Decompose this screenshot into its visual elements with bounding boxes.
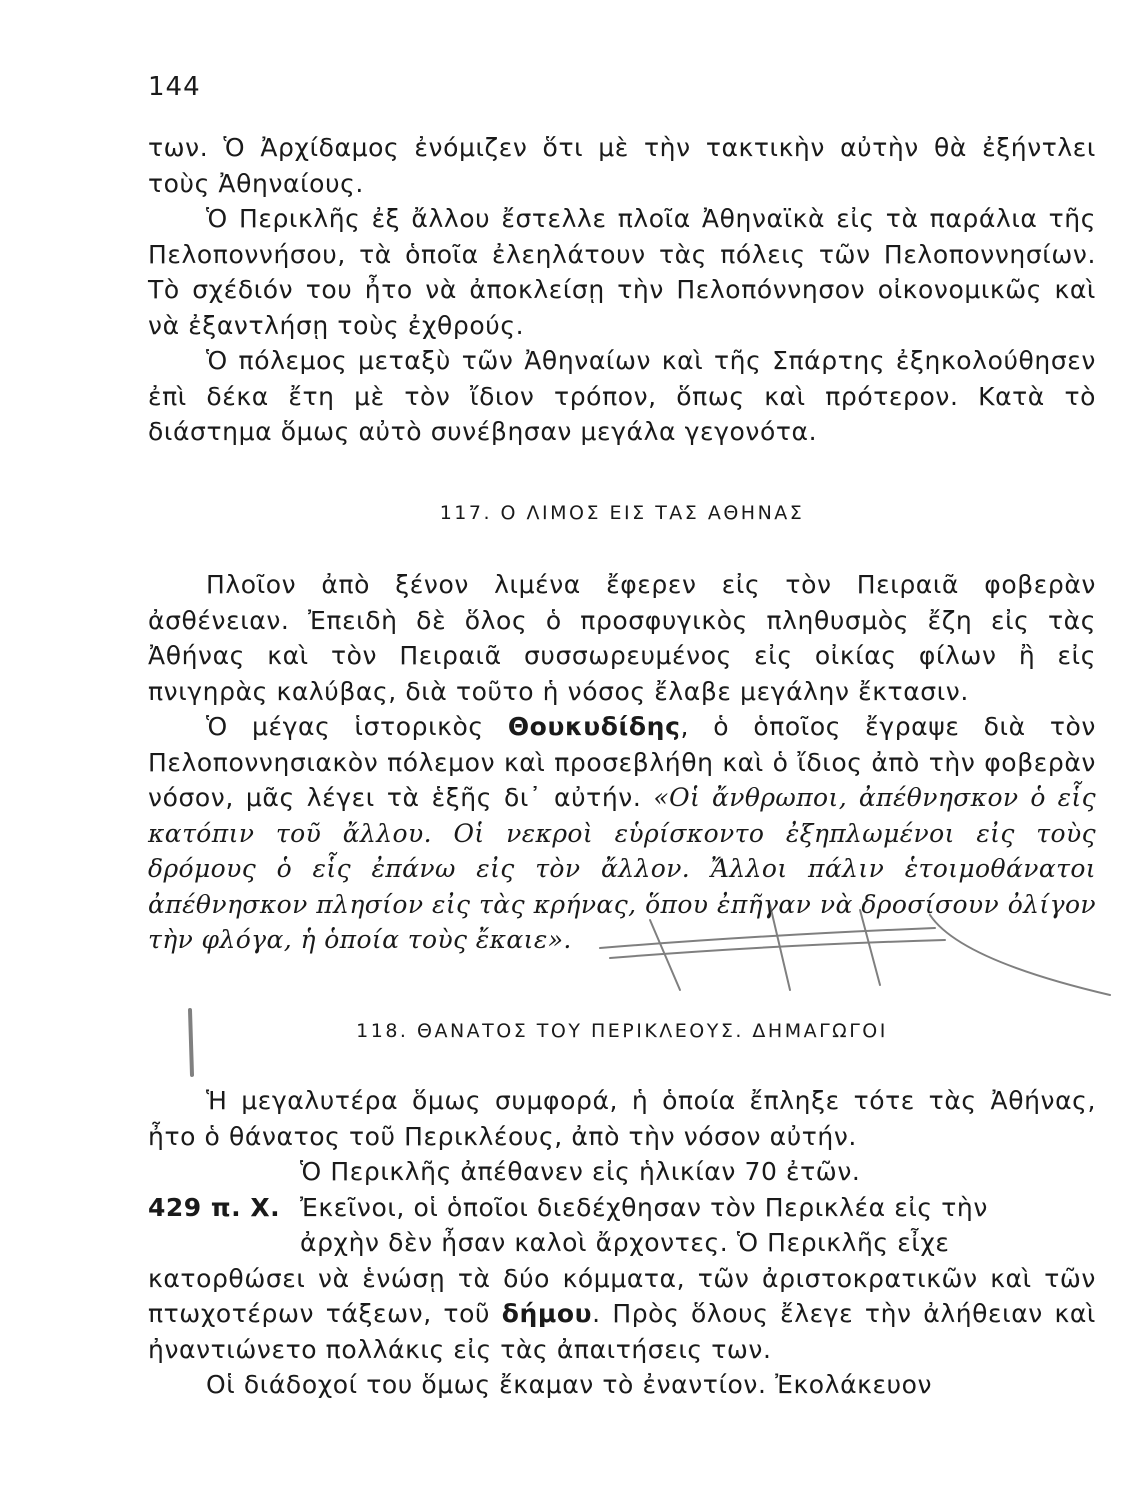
page-number: 144	[148, 72, 201, 102]
margin-note-row	[148, 1190, 1096, 1226]
thucydides-intro-text: Ὁ μέγας ἱστορικὸς	[206, 712, 508, 741]
paragraph-war-continues: Ὁ πόλεμος μεταξὺ τῶν Ἀθηναίων καὶ τῆς Σπάρτης ἐξηκολούθησεν ἐπὶ δέκα ἔτη μὲ τὸν ἴδιον τρόπον, ὅπως καὶ πρότερον. Κατὰ τὸ διάστημα ὅμως αὐτὸ συνέβησαν μεγάλα γεγονότα.	[148, 346, 1096, 446]
thucydides-name: Θουκυδίδης	[507, 712, 681, 741]
paragraph-intro: των. Ὁ Ἀρχίδαμος ἐνόμιζεν ὅτι μὲ τὴν τακτικὴν αὐτὴν θὰ ἐξήντλει τοὺς Ἀθηναίους.	[148, 133, 1096, 198]
paragraph-thucydides	[148, 709, 1096, 958]
thucydides-quote: «Οἱ ἄνθρωποι, ἀπέθνησκον ὁ εἷς κατόπιν τοῦ ἄλλου. Οἱ νεκροὶ εὑρίσκοντο ἐξηπλωμένοι εἰς τοὺς δρόμους ὁ εἷς ἐπάνω εἰς τὸν ἄλλον. Ἄλλοι πάλιν ἑτοιμοθάνατοι ἀπέθνησκον πλησίον εἰς τὰς κρήνας, ὅπου ἐπῆγαν νὰ δροσίσουν ὀλίγον τὴν φλόγα, ἡ ὁποία τοὺς ἔκαιε».	[148, 783, 1097, 954]
demos-word: δήμου	[501, 1299, 593, 1328]
margin-date: 429 π. Χ.	[148, 1192, 281, 1222]
paragraph-pericles-ships: Ὁ Περικλῆς ἐξ ἄλλου ἔστελλε πλοῖα Ἀθηναϊκὰ εἰς τὰ παράλια τῆς Πελοποννήσου, τὰ ὁποῖα ἐλεηλάτουν τὰς πόλεις τῶν Πελοποννησίων. Τὸ σχέδιόν του ἦτο νὰ ἀποκλείσῃ τὴν Πελοπόννησον οἰκονομικῶς καὶ νὰ ἐξαντλήσῃ τοὺς ἐχθρούς.	[148, 204, 1096, 340]
successors-rest-after: . Πρὸς ὅλους ἔλεγε τὴν ἀλήθειαν καὶ ἠναντιώνετο πολλάκις εἰς τὰς ἀπαιτήσεις των.	[148, 1299, 1096, 1364]
section-heading-118: 118. ΘΑΝΑΤΟΣ ΤΟΥ ΠΕΡΙΚΛΕΟΥΣ. ΔΗΜΑΓΩΓΟΙ	[356, 1019, 888, 1042]
paragraph-successors-rest	[148, 1261, 1096, 1368]
successors-line-1: Ἐκεῖνοι, οἱ ὁποῖοι διεδέχθησαν τὸν Περικλέα εἰς τὴν	[300, 1192, 988, 1222]
page-body	[148, 130, 1096, 1403]
paragraph-plague: Πλοῖον ἀπὸ ξένον λιμένα ἔφερεν εἰς τὸν Πειραιᾶ φοβερὰν ἀσθένειαν. Ἐπειδὴ δὲ ὅλος ὁ προσφυγικὸς πληθυσμὸς ἔζη εἰς τὰς Ἀθήνας καὶ τὸν Πειραιᾶ συσσωρευμένος εἰς οἰκίας φίλων ἢ εἰς πνιγηρὰς καλύβας, διὰ τοῦτο ἡ νόσος ἔλαβε μεγάλην ἔκτασιν.	[148, 570, 1096, 706]
paragraph-pericles-death: Ὁ Περικλῆς ἀπέθανεν εἰς ἡλικίαν 70 ἐτῶν.	[300, 1157, 861, 1186]
section-heading-117: 117. Ο ΛΙΜΟΣ ΕΙΣ ΤΑΣ ΑΘΗΝΑΣ	[439, 501, 805, 524]
paragraph-misfortune: Ἡ μεγαλυτέρα ὅμως συμφορά, ἡ ὁποία ἔπληξε τότε τὰς Ἀθήνας, ἦτο ὁ θάνατος τοῦ Περικλέους, ἀπὸ τὴν νόσον αὐτήν.	[148, 1086, 1096, 1151]
paragraph-flattery: Οἱ διάδοχοί του ὅμως ἔκαμαν τὸ ἐναντίον. Ἐκολάκευον	[206, 1370, 933, 1399]
thucydides-body-text: , ὁ ὁποῖος ἔγραψε διὰ τὸν Πελοποννησιακὸν πόλεμον καὶ προσεβλήθη καὶ ὁ ἴδιος ἀπὸ τὴν φοβερὰν νόσον, μᾶς λέγει τὰ ἑξῆς δι᾽ αὐτήν.	[148, 712, 1096, 812]
successors-line-2: ἀρχὴν δὲν ἦσαν καλοὶ ἄρχοντες. Ὁ Περικλῆς εἶχε	[300, 1228, 950, 1257]
successors-rest-text: κατορθώσει νὰ ἑνώσῃ τὰ δύο κόμματα, τῶν ἀριστοκρατικῶν καὶ τῶν πτωχοτέρων τάξεων, τοῦ	[148, 1263, 1096, 1328]
